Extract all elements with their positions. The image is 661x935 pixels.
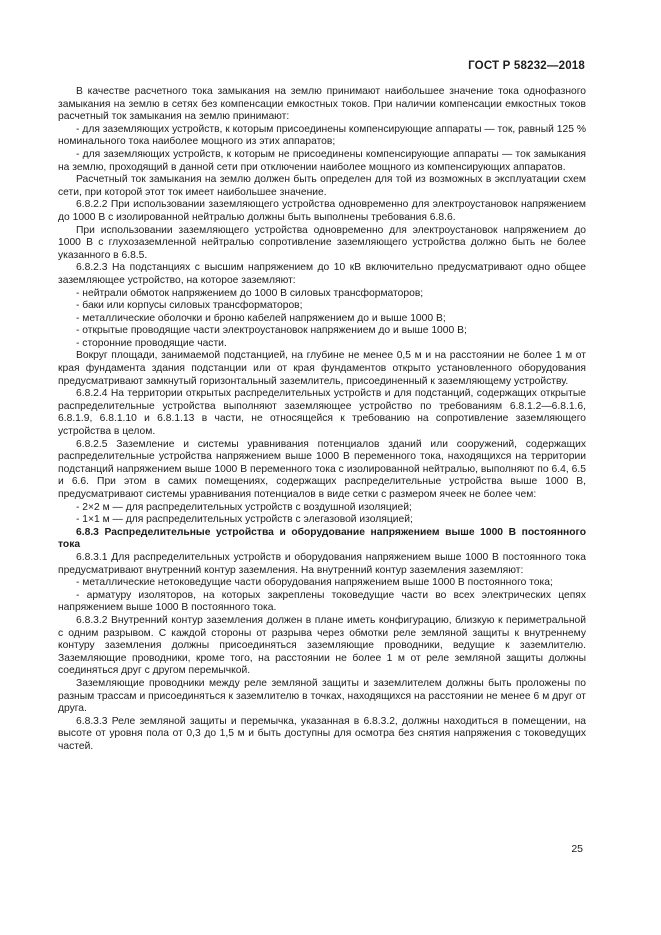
document-standard-header: ГОСТ Р 58232—2018: [468, 60, 585, 72]
paragraph: При использовании заземляющего устройства одновременно для электроустановок напряжением до 1000 В с глухозаземленной нейтралью сопротивление заземляющего устройства должно быть не более указанного в 6.8.5.: [58, 224, 586, 261]
paragraph: Расчетный ток замыкания на землю должен быть определен для той из возможных в эксплуатации схем сети, при которой этот ток имеет наибольшее значение.: [58, 174, 586, 198]
list-item: - для заземляющих устройств, к которым присоединены компенсирующие аппараты — ток, равный 125 % номинального тока наиболее мощного из этих аппаратов;: [58, 123, 586, 148]
paragraph: В качестве расчетного тока замыкания на землю принимают наибольшее значение тока однофазного замыкания на землю в сетях без компенсации емкостных токов. При наличии компенсации емкостных токов расчетный ток замыкания на землю принимают:: [58, 86, 586, 123]
section-heading-number: 6.8.3: [76, 526, 99, 538]
list-item: - сторонние проводящие части.: [76, 337, 227, 349]
list-item: - металлические нетоковедущие части оборудования напряжением выше 1000 В постоянного тока;: [76, 577, 553, 589]
paragraph: Вокруг площади, занимаемой подстанцией, на глубине не менее 0,5 м и на расстоянии не более 1 м от края фундамента здания подстанции или от края фундаментов открыто установленного оборудования предусматривают замкнутый горизонтальный заземлитель, присоединенный к заземляющему устройству.: [58, 350, 586, 387]
list-item: - нейтрали обмоток напряжением до 1000 В силовых трансформаторов;: [76, 287, 424, 299]
paragraph: 6.8.2.2 При использовании заземляющего устройства одновременно для электроустановок напряжением до 1000 В с изолированной нейтралью должны быть выполнены требования 6.8.6.: [58, 199, 586, 223]
section-heading-title: Распределительные устройства и оборудование напряжением выше 1000 В постоянного тока: [58, 526, 586, 551]
page-number: 25: [571, 843, 583, 855]
paragraph: 6.8.3.2 Внутренний контур заземления должен в плане иметь конфигурацию, близкую к периметральной с одним разрывом. С каждой стороны от разрыва через обмотки реле земляной защиты к внутреннему контуру заземления должны присоединяться заземляющие проводники, ведущие к заземлителю. Заземляющие проводники, кроме того, на расстоянии не более 1 м от реле земляной защиты должны соединяться друг с другом перемычкой.: [58, 614, 586, 677]
list-item: - баки или корпусы силовых трансформаторов;: [76, 300, 303, 312]
list-item: - 1×1 м — для распределительных устройств с элегазовой изоляцией;: [76, 514, 413, 526]
list-item: - открытые проводящие части электроустановок напряжением до и выше 1000 В;: [76, 325, 467, 337]
list-item: - арматуру изоляторов, на которых закреплены токоведущие части во всех электрических цепях напряжением выше 1000 В постоянного тока.: [58, 589, 586, 614]
paragraph: 6.8.3.1 Для распределительных устройств и оборудования напряжением выше 1000 В постоянного тока предусматривают внутренний контур заземления. На внутренний контур заземления заземляют:: [58, 551, 586, 576]
document-body: [58, 86, 586, 753]
paragraph: 6.8.2.3 На подстанциях с высшим напряжением до 10 кВ включительно предусматривают одно общее заземляющее устройство, на которое заземляют:: [58, 262, 586, 286]
list-item: - для заземляющих устройств, к которым не присоединены компенсирующие аппараты — ток замыкания на землю, проходящий в данной сети при отключении наиболее мощного из компенсирующих аппаратов.: [58, 148, 586, 173]
paragraph: 6.8.2.4 На территории открытых распределительных устройств и для подстанций, содержащих открытые распределительные устройства выполняют заземляющее устройство по требованиям 6.8.1.2—6.8.1.6, 6.8.1.9, 6.8.1.10 и 6.8.1.13 в части, не относящейся к требованию на сопротивление заземляющего устройства в целом.: [58, 388, 586, 438]
paragraph: 6.8.3.3 Реле земляной защиты и перемычка, указанная в 6.8.3.2, должны находиться в помещении, на высоте от уровня пола от 0,3 до 1,5 м и быть доступны для осмотра без снятия напряжения с токоведущих частей.: [58, 715, 586, 752]
section-heading: [58, 527, 586, 552]
paragraph: Заземляющие проводники между реле земляной защиты и заземлителем должны быть проложены по разным трассам и присоединяться к заземлителю в точках, находящихся на расстоянии не менее 6 м друг от друга.: [58, 677, 586, 715]
list-item: - металлические оболочки и броню кабелей напряжением до и выше 1000 В;: [76, 312, 446, 324]
paragraph: 6.8.2.5 Заземление и системы уравнивания потенциалов зданий или сооружений, содержащих распределительные устройства напряжением выше 1000 В переменного тока, находящихся на территории подстанций напряжением выше 1000 В переменного тока с изолированной нейтралью, выполняют по 6.4, 6.5 и 6.6. При этом в самих помещениях, содержащих распределительные устройства выше 1000 В, предусматривают системы уравнивания потенциалов в виде сетки с размером ячеек не более чем:: [58, 438, 586, 500]
list-item: - 2×2 м — для распределительных устройств с воздушной изоляцией;: [76, 501, 412, 513]
